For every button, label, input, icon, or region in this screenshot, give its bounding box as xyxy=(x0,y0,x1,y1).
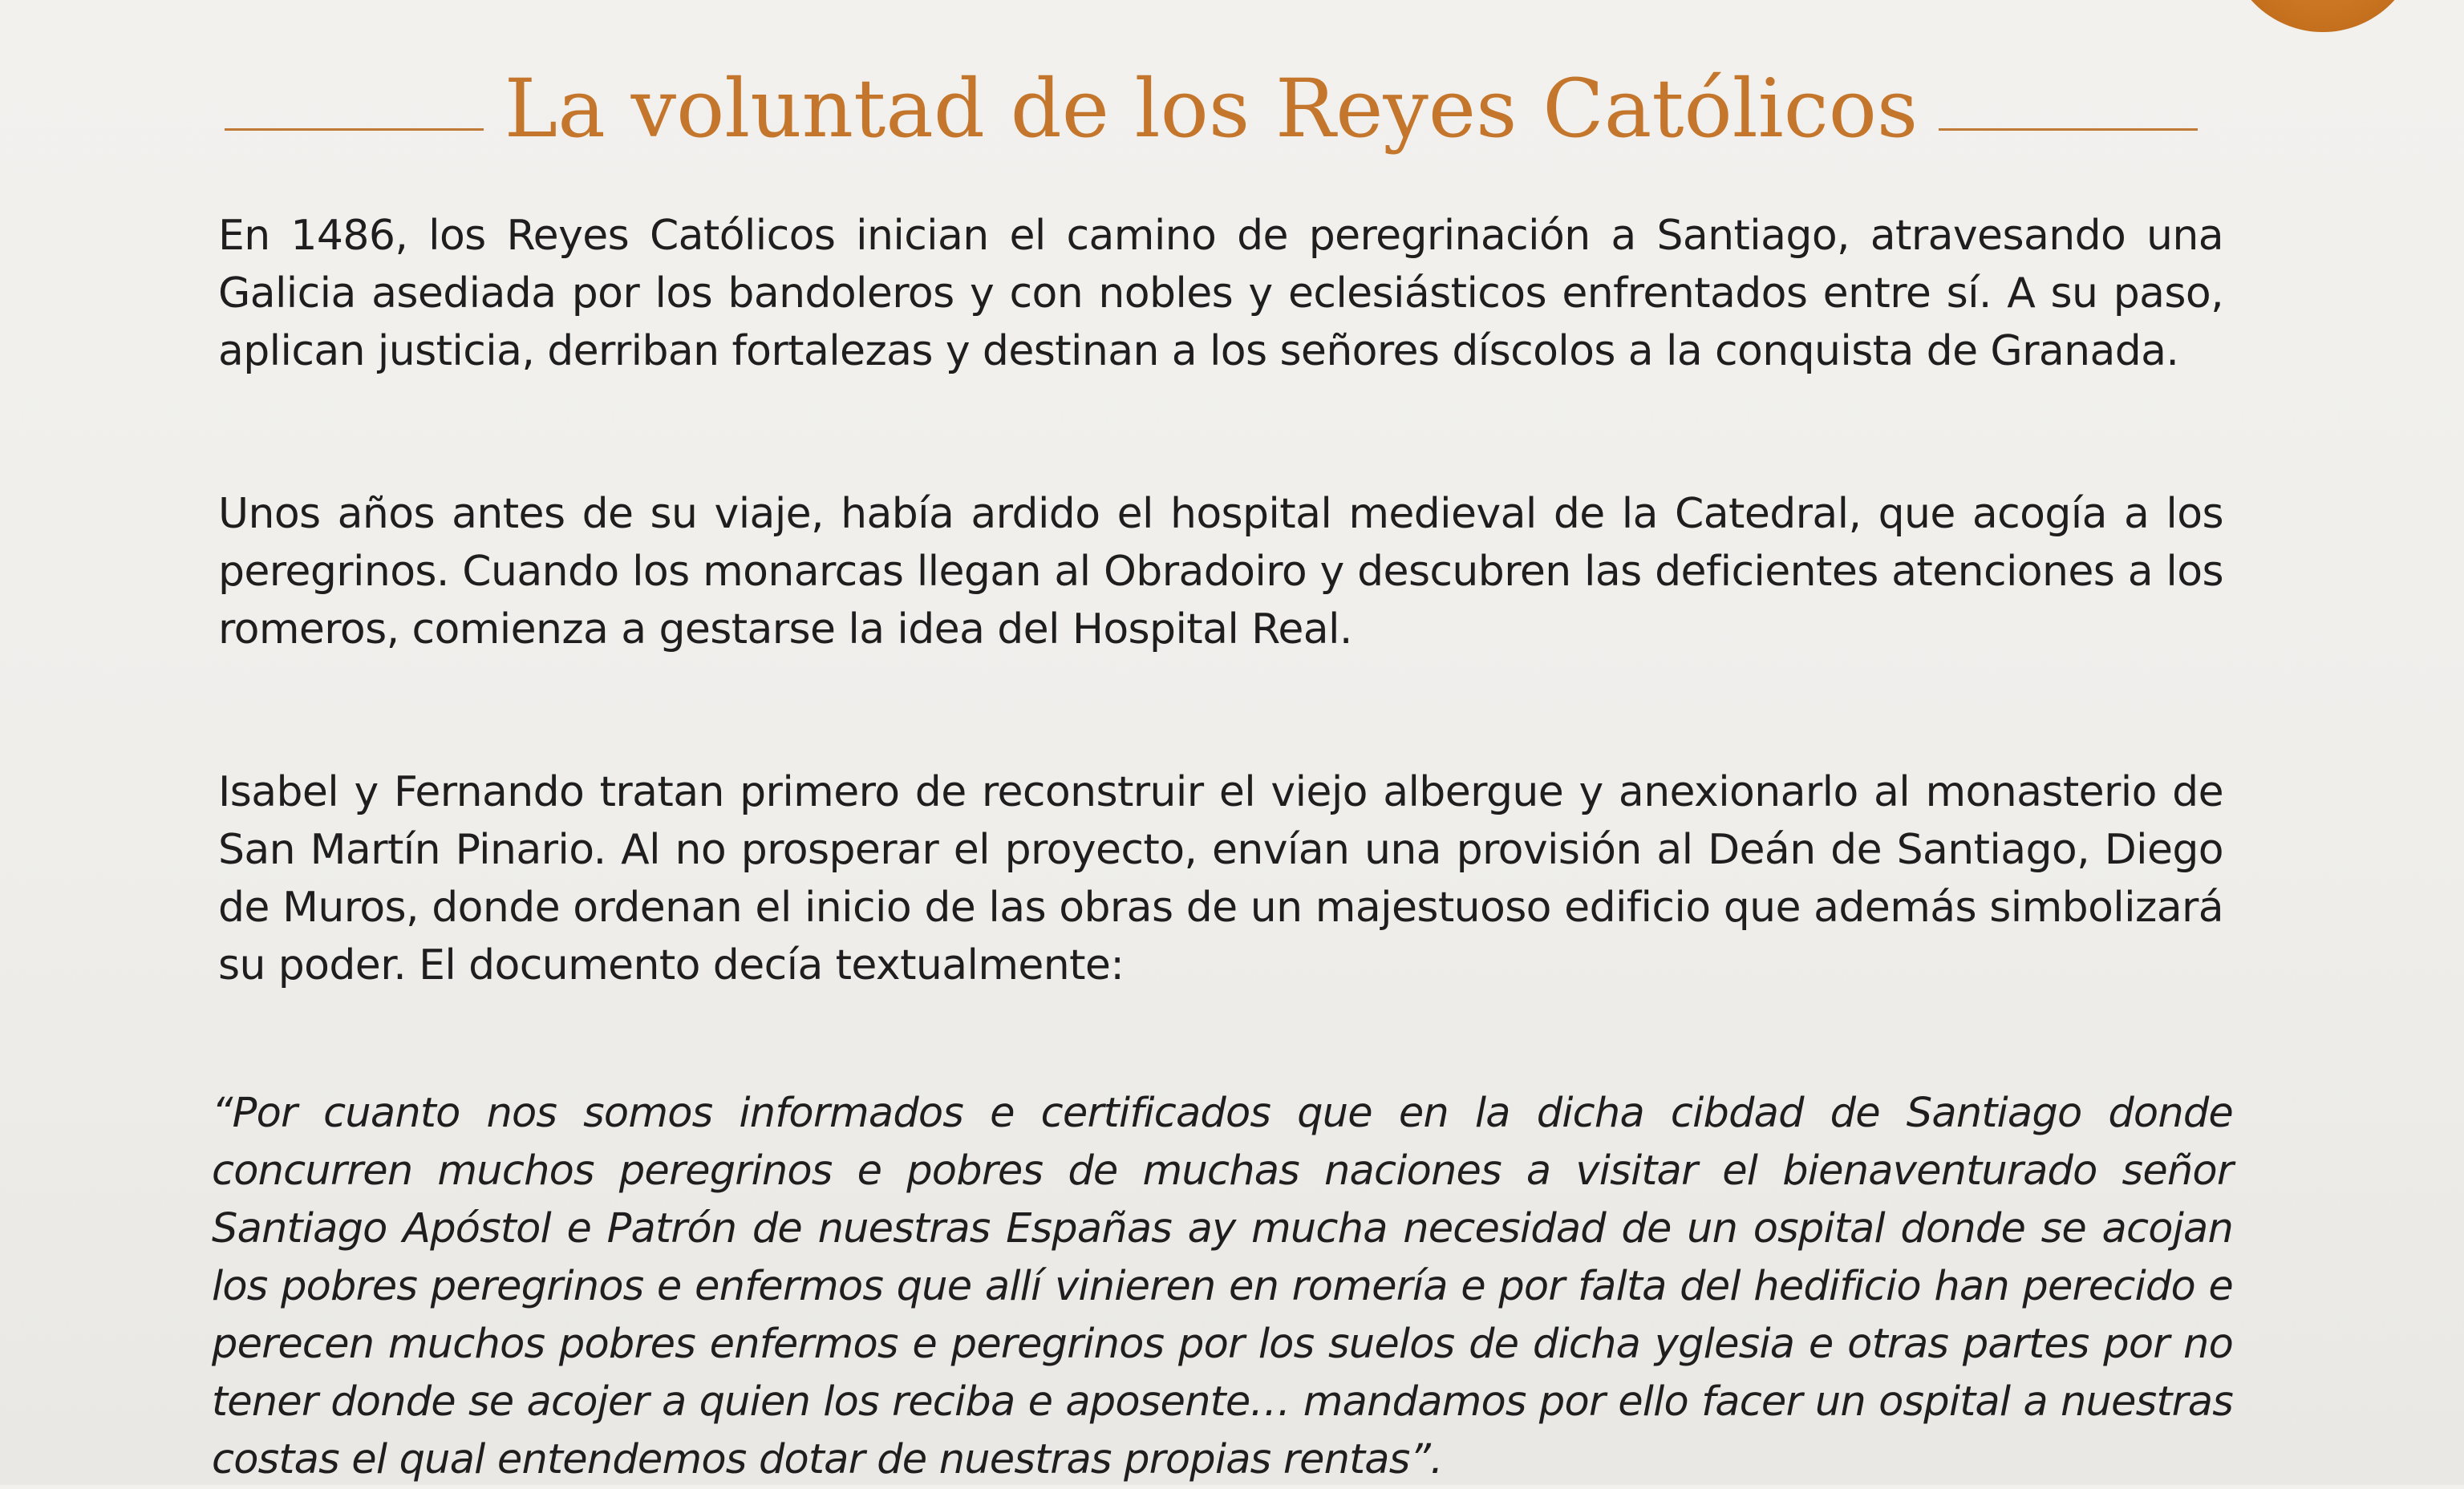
body-text xyxy=(212,207,2233,1489)
paragraph-2: Unos años antes de su viaje, había ardido el hospital medieval de la Catedral, que acogía a los peregrinos. Cuando los monarcas llegan al Obradoiro y descubren las deficientes atenciones a los romeros, comienza a gestarse la idea del Hospital Real. xyxy=(218,490,2223,653)
page-title: La voluntad de los Reyes Católicos xyxy=(504,61,1919,156)
historical-quote: “Por cuanto nos somos informados e certificados que en la dicha cibdad de Santiago donde concurren muchos peregrinos e pobres de muchas naciones a visitar el bienaventurado señor Santiago Apóstol e Patrón de nuestras Españas ay mucha necesidad de un ospital donde se acojan los pobres peregrinos e enfermos que allí vinieren en romería e por falta del hedificio han perecido e perecen muchos pobres enfermos e peregrinos por los suelos de dicha yglesia e otras partes por no tener donde se acojer a quien los reciba e aposente… mandamos por ello facer un ospital a nuestras costas el qual entendemos dotar de nuestras propias rentas”. xyxy=(212,1090,2233,1483)
title-left-rule xyxy=(225,128,484,131)
title-row xyxy=(225,48,2198,168)
orange-seal-emblem xyxy=(2227,0,2419,32)
paragraph-3: Isabel y Fernando tratan primero de reconstruir el viejo albergue y anexionarlo al monasterio de San Martín Pinario. Al no prosperar el proyecto, envían una provisión al Deán de Santiago, Diego de Muros, donde ordenan el inicio de las obras de un majestuoso edificio que además simbolizará su poder. El documento decía textualmente: xyxy=(218,768,2223,989)
title-right-rule xyxy=(1939,128,2198,131)
paragraph-1: En 1486, los Reyes Católicos inician el camino de peregrinación a Santiago, atravesando una Galicia asediada por los bandoleros y con nobles y eclesiásticos enfrentados entre sí. A su paso, aplican justicia, derriban fortalezas y destinan a los señores díscolos a la conquista de Granada. xyxy=(218,212,2223,375)
